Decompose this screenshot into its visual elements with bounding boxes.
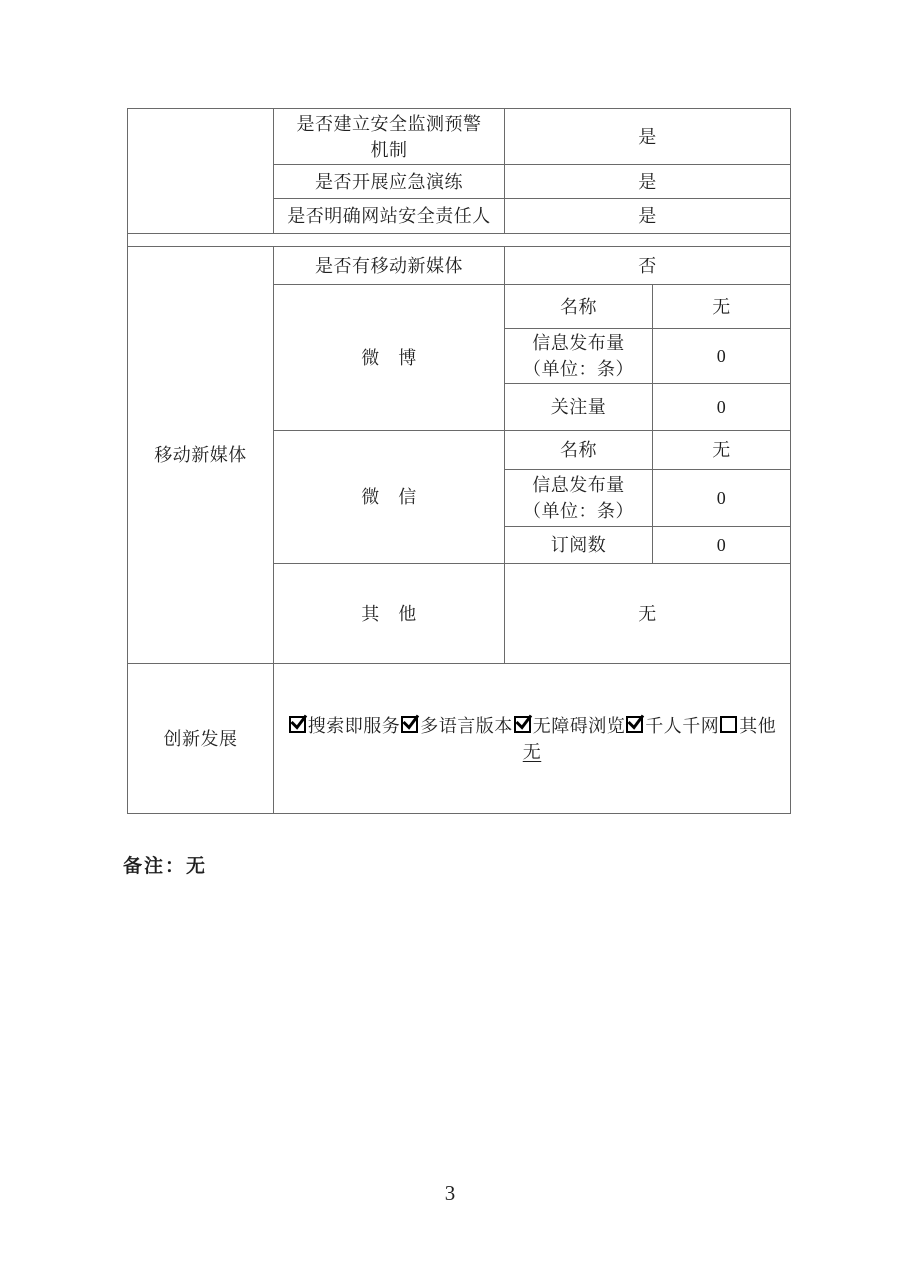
table-row	[128, 247, 791, 285]
checkbox-search-as-service-icon	[289, 716, 306, 733]
answer-security-monitoring: 是	[505, 109, 791, 165]
innovation-other-value: 无	[522, 741, 542, 762]
section-gap-row	[128, 234, 791, 247]
section-a-category-cell-empty	[128, 109, 274, 234]
wechat-posts-label	[505, 470, 653, 527]
weibo-name-label: 名称	[505, 285, 653, 329]
wechat-group-label: 微 信	[274, 431, 505, 564]
innovation-option-qianren-qianwang: 千人千网	[645, 715, 720, 736]
weibo-posts-label-line2: （单位：条）	[523, 359, 634, 379]
innovation-option-accessible-browsing: 无障碍浏览	[532, 715, 626, 736]
answer-emergency-drill: 是	[505, 165, 791, 199]
question-security-monitoring-line2: 机制	[370, 139, 408, 160]
weibo-posts-label	[505, 329, 653, 384]
page-number: 3	[444, 1181, 456, 1205]
question-emergency-drill: 是否开展应急演练	[274, 165, 505, 199]
innovation-section-header: 创新发展	[128, 664, 274, 814]
question-has-mobile-media: 是否有移动新媒体	[274, 247, 505, 285]
innovation-options-line	[274, 713, 790, 739]
section-gap-cell	[128, 234, 791, 247]
wechat-posts-label-line1: 信息发布量	[532, 475, 625, 495]
annual-report-table	[127, 108, 791, 814]
wechat-posts-label-line2: （单位：条）	[523, 501, 634, 521]
wechat-name-value: 无	[653, 431, 791, 470]
wechat-posts-value: 0	[653, 470, 791, 527]
wechat-subscribers-value: 0	[653, 527, 791, 564]
innovation-option-other: 其他	[739, 715, 777, 736]
checkbox-accessible-browsing-icon	[514, 716, 531, 733]
checkbox-qianren-qianwang-icon	[626, 716, 643, 733]
innovation-content-cell	[274, 664, 791, 814]
remark-text: 备注：无	[123, 856, 208, 877]
wechat-subscribers-label: 订阅数	[505, 527, 653, 564]
answer-security-responsible-person: 是	[505, 199, 791, 234]
table-row	[128, 664, 791, 814]
weibo-group-label: 微 博	[274, 285, 505, 431]
other-media-label: 其 他	[274, 564, 505, 664]
weibo-posts-label-line1: 信息发布量	[532, 333, 625, 353]
innovation-option-search-as-service: 搜索即服务	[307, 715, 401, 736]
innovation-option-multilingual: 多语言版本	[420, 715, 513, 736]
wechat-name-label: 名称	[505, 431, 653, 470]
checkbox-multilingual-icon	[401, 716, 418, 733]
table-row	[128, 109, 791, 165]
other-media-value: 无	[505, 564, 791, 664]
mobile-media-section-header: 移动新媒体	[128, 247, 274, 664]
question-security-monitoring	[274, 109, 505, 165]
question-security-responsible-person: 是否明确网站安全责任人	[274, 199, 505, 234]
checkbox-other-icon	[720, 716, 737, 733]
weibo-followers-value: 0	[653, 384, 791, 431]
weibo-name-value: 无	[653, 285, 791, 329]
answer-has-mobile-media: 否	[505, 247, 791, 285]
question-security-monitoring-line1: 是否建立安全监测预警	[296, 113, 482, 134]
weibo-followers-label: 关注量	[505, 384, 653, 431]
weibo-posts-value: 0	[653, 329, 791, 384]
